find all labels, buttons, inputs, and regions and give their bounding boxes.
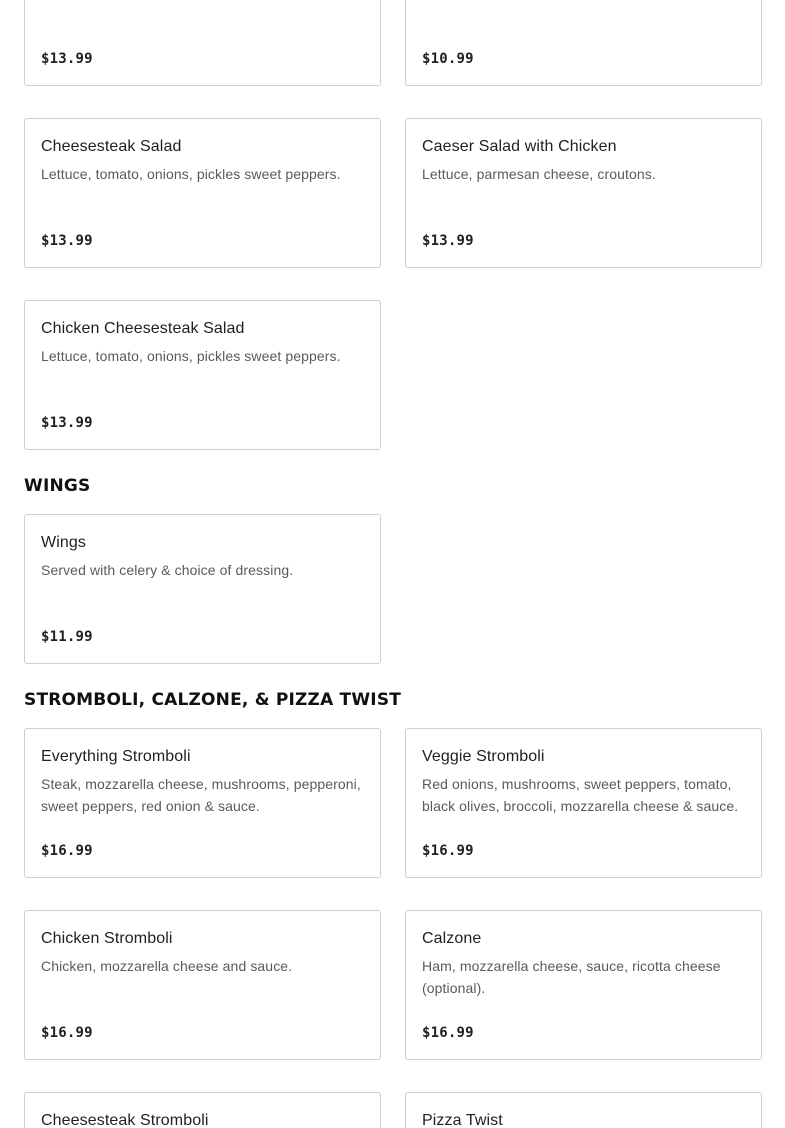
menu-item-card[interactable] [24, 1092, 381, 1128]
menu-item-card[interactable] [24, 514, 381, 664]
menu-item-name: Calzone [422, 930, 482, 947]
menu-item-name: Chicken Cheesesteak Salad [41, 320, 245, 337]
menu-item-name: Veggie Stromboli [422, 748, 545, 765]
menu-item-description: Steak, mozzarella cheese, mushrooms, pepperoni, sweet peppers, red onion & sauce. [41, 776, 361, 814]
menu-item-card[interactable] [24, 728, 381, 878]
menu-item-price: $11.99 [41, 629, 93, 645]
menu-item-card[interactable] [405, 118, 762, 268]
menu-item-card[interactable] [24, 118, 381, 268]
menu-item-price: $16.99 [41, 843, 93, 859]
menu-item-price: $13.99 [41, 415, 93, 431]
section-title-wings: WINGS [24, 476, 91, 496]
menu-item-description: Red onions, mushrooms, sweet peppers, tomato, black olives, broccoli, mozzarella cheese & sauce. [422, 776, 739, 814]
menu-item-price: $10.99 [422, 51, 474, 67]
menu-item-description: Ham, mozzarella cheese, sauce, ricotta cheese (optional). [422, 958, 721, 996]
menu-item-description: Lettuce, tomato, onions, pickles sweet peppers. [41, 348, 341, 364]
section-title-stromboli: STROMBOLI, CALZONE, & PIZZA TWIST [24, 690, 402, 710]
menu-item-card[interactable] [24, 910, 381, 1060]
menu-item-card[interactable] [405, 910, 762, 1060]
menu-item-name: Cheesesteak Salad [41, 138, 182, 155]
menu-item-price: $16.99 [41, 1025, 93, 1041]
menu-item-price: $13.99 [422, 233, 474, 249]
menu-item-price: $16.99 [422, 1025, 474, 1041]
menu-item-card[interactable] [24, 300, 381, 450]
menu-item-description: Served with celery & choice of dressing. [41, 562, 294, 578]
menu-item-name: Cheesesteak Stromboli [41, 1112, 209, 1128]
menu-item-card[interactable] [405, 1092, 762, 1128]
menu-item-name: Caeser Salad with Chicken [422, 138, 617, 155]
menu-item-name: Everything Stromboli [41, 748, 191, 765]
menu-item-name: Chicken Stromboli [41, 930, 173, 947]
salads-grid [24, 118, 761, 450]
menu-item-price: $16.99 [422, 843, 474, 859]
menu-page [24, 0, 761, 1128]
menu-item-price: $13.99 [41, 233, 93, 249]
menu-item-card[interactable] [405, 0, 762, 86]
menu-item-name: Pizza Twist [422, 1112, 503, 1128]
salads-grid-top [24, 0, 761, 86]
stromboli-grid [24, 728, 761, 1128]
wings-grid [24, 514, 761, 664]
menu-item-description: Lettuce, tomato, onions, pickles sweet peppers. [41, 166, 341, 182]
menu-item-description: Lettuce, parmesan cheese, croutons. [422, 166, 656, 182]
menu-item-card[interactable] [24, 0, 381, 86]
menu-item-name: Wings [41, 534, 86, 551]
menu-item-card[interactable] [405, 728, 762, 878]
menu-item-description [41, 0, 364, 1]
menu-item-description: Chicken, mozzarella cheese and sauce. [41, 958, 293, 974]
menu-item-price: $13.99 [41, 51, 93, 67]
